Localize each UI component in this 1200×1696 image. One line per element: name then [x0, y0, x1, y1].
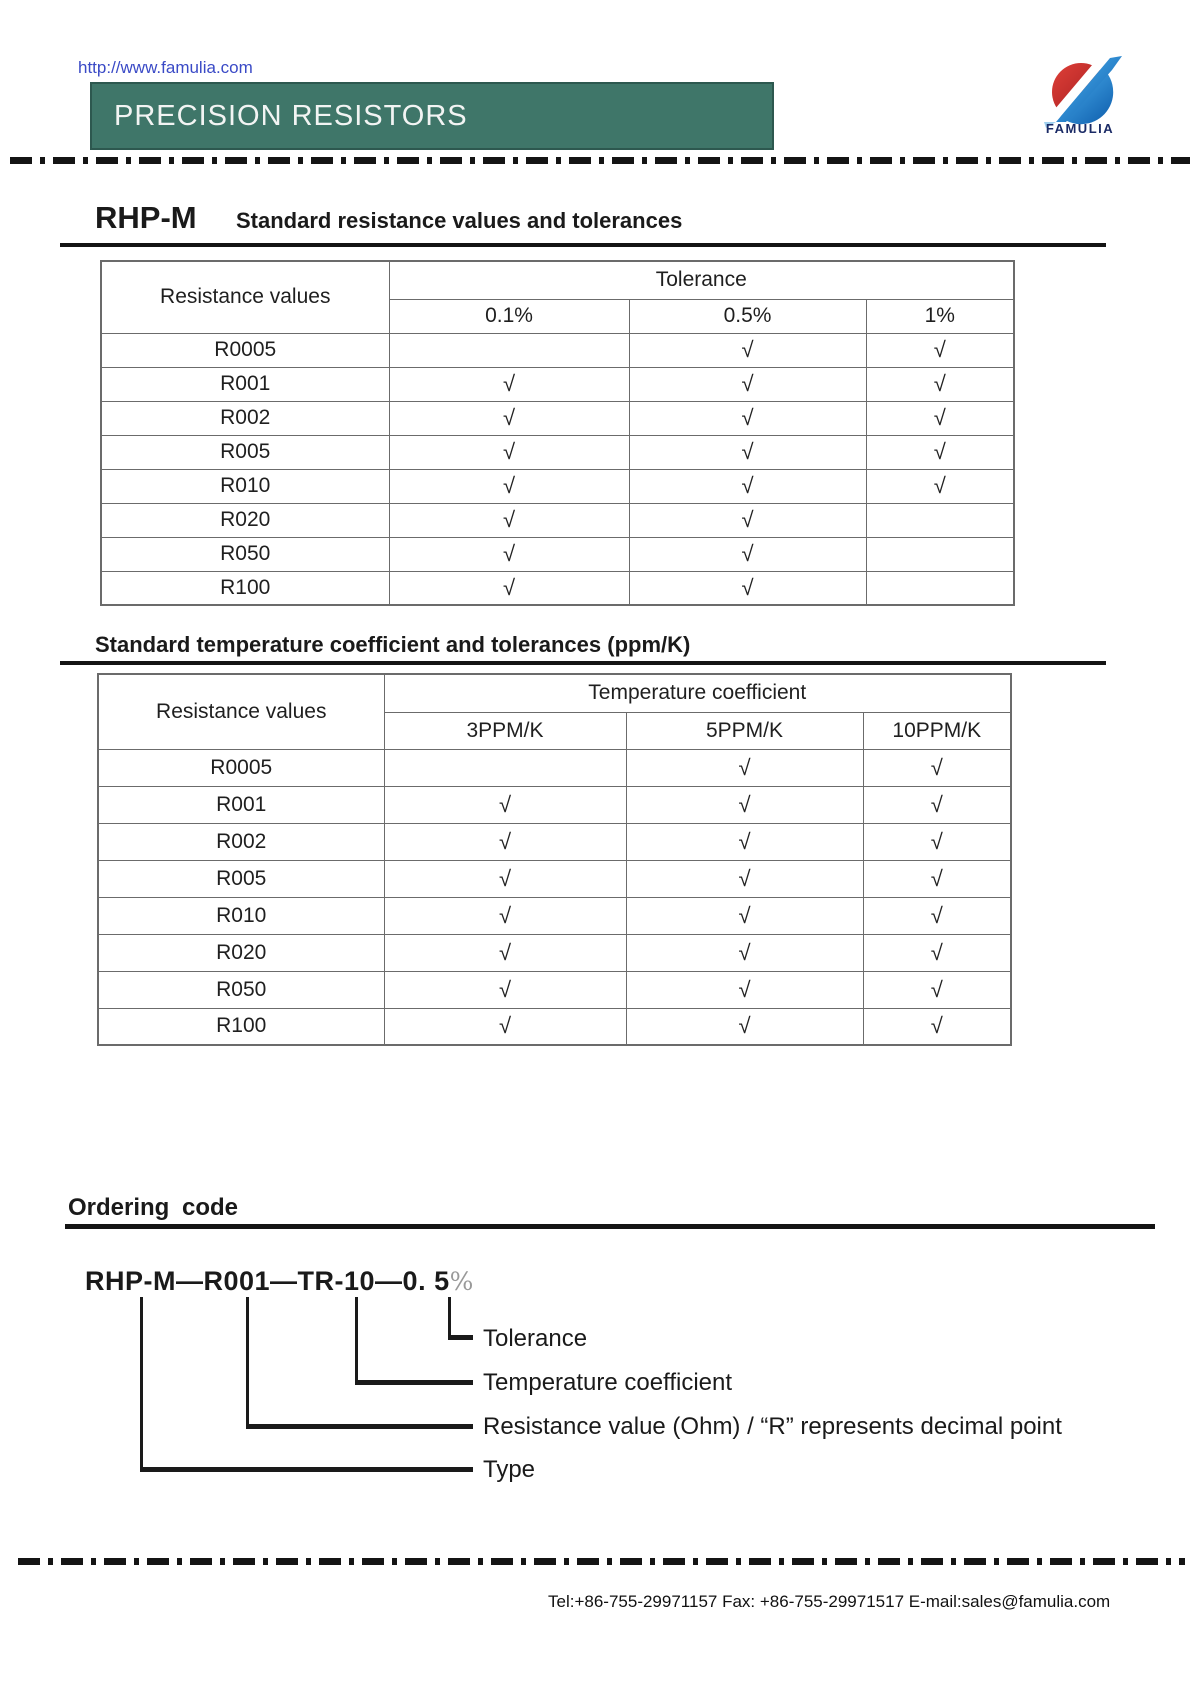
resistance-value: R100 — [101, 571, 389, 605]
resistance-value: R020 — [101, 503, 389, 537]
table-row — [101, 503, 1014, 537]
check-cell: √ — [866, 367, 1014, 401]
table2-group-header: Temperature coefficient — [384, 674, 1011, 712]
table2-col-2: 10PPM/K — [863, 712, 1011, 749]
check-cell: √ — [389, 469, 629, 503]
tolerance-label: Tolerance — [483, 1325, 588, 1352]
table-row — [98, 1008, 1011, 1045]
tempco-label: Temperature coefficient — [483, 1369, 733, 1396]
check-cell: √ — [626, 749, 863, 786]
check-cell — [866, 537, 1014, 571]
check-cell: √ — [863, 971, 1011, 1008]
table-row — [98, 823, 1011, 860]
tolerance-connector-line — [448, 1297, 451, 1338]
type-connector-line — [140, 1297, 143, 1470]
contact-info: Tel:+86-755-29971157 Fax: +86-755-29971517 E-mail:sales@famulia.com — [548, 1592, 1111, 1611]
resistance-value: R020 — [98, 934, 384, 971]
type-label: Type — [483, 1456, 536, 1483]
check-cell: √ — [626, 897, 863, 934]
logo-wordmark: FAMULIA — [1045, 121, 1115, 136]
resistance-value: R005 — [101, 435, 389, 469]
table-row — [101, 367, 1014, 401]
check-cell: √ — [863, 749, 1011, 786]
resistance-value: R001 — [101, 367, 389, 401]
top-divider — [10, 157, 1190, 164]
resistance-value: R002 — [98, 823, 384, 860]
check-cell: √ — [389, 367, 629, 401]
table1-group-header: Tolerance — [389, 261, 1014, 299]
check-cell: √ — [629, 435, 866, 469]
table-row — [98, 860, 1011, 897]
resistance-value: R010 — [101, 469, 389, 503]
table-row — [98, 749, 1011, 786]
check-cell: √ — [384, 860, 626, 897]
resistance-value: R0005 — [98, 749, 384, 786]
resistance-value: R010 — [98, 897, 384, 934]
table-row — [101, 537, 1014, 571]
check-cell: √ — [629, 333, 866, 367]
resistance-value: R050 — [101, 537, 389, 571]
table-row — [98, 934, 1011, 971]
table-row — [98, 971, 1011, 1008]
table1-col-2: 1% — [866, 299, 1014, 333]
table-row — [101, 469, 1014, 503]
ordering-rule — [65, 1224, 1155, 1229]
check-cell: √ — [626, 1008, 863, 1045]
type-connector-elbow — [140, 1467, 473, 1472]
check-cell: √ — [863, 897, 1011, 934]
check-cell: √ — [863, 934, 1011, 971]
resistance-value: R050 — [98, 971, 384, 1008]
section1-title: Standard resistance values and tolerances — [236, 208, 683, 233]
check-cell: √ — [866, 469, 1014, 503]
check-cell: √ — [629, 469, 866, 503]
resistance-label: Resistance value (Ohm) / “R” represents decimal point — [483, 1413, 1062, 1440]
table2-col-1: 5PPM/K — [626, 712, 863, 749]
ordering-code-example — [85, 1266, 474, 1297]
resistance-value: R100 — [98, 1008, 384, 1045]
table1-col-1: 0.5% — [629, 299, 866, 333]
table-row — [101, 333, 1014, 367]
check-cell — [389, 333, 629, 367]
check-cell: √ — [389, 435, 629, 469]
section2-title: Standard temperature coefficient and tolerances (ppm/K) — [95, 632, 691, 657]
check-cell: √ — [384, 786, 626, 823]
table2-col-0: 3PPM/K — [384, 712, 626, 749]
table1-row-header: Resistance values — [101, 261, 389, 333]
section1-rule — [60, 243, 1106, 247]
check-cell: √ — [389, 401, 629, 435]
table-row — [101, 435, 1014, 469]
check-cell: √ — [629, 537, 866, 571]
table1-col-0: 0.1% — [389, 299, 629, 333]
check-cell — [384, 749, 626, 786]
title-banner — [90, 82, 774, 150]
bottom-divider — [18, 1558, 1185, 1565]
resistance-value: R005 — [98, 860, 384, 897]
check-cell: √ — [866, 401, 1014, 435]
check-cell: √ — [629, 571, 866, 605]
resistance-value: R0005 — [101, 333, 389, 367]
website-url[interactable]: http://www.famulia.com — [78, 58, 253, 77]
check-cell: √ — [629, 367, 866, 401]
table2-row-header: Resistance values — [98, 674, 384, 749]
check-cell — [866, 503, 1014, 537]
check-cell: √ — [629, 401, 866, 435]
resistance-connector-elbow — [246, 1424, 473, 1429]
tempco-table — [97, 673, 1012, 1046]
check-cell: √ — [389, 503, 629, 537]
check-cell: √ — [384, 971, 626, 1008]
check-cell: √ — [626, 934, 863, 971]
check-cell: √ — [863, 786, 1011, 823]
page-title: PRECISION RESISTORS — [114, 99, 468, 132]
check-cell: √ — [626, 860, 863, 897]
check-cell: √ — [384, 823, 626, 860]
check-cell: √ — [629, 503, 866, 537]
section2-rule — [60, 661, 1106, 665]
resistance-connector-line — [246, 1297, 249, 1427]
check-cell: √ — [626, 823, 863, 860]
check-cell: √ — [389, 571, 629, 605]
check-cell: √ — [866, 435, 1014, 469]
tolerance-table — [100, 260, 1015, 606]
table-row — [101, 571, 1014, 605]
code-percent: % — [449, 1267, 474, 1296]
check-cell — [866, 571, 1014, 605]
check-cell: √ — [384, 934, 626, 971]
table-row — [98, 786, 1011, 823]
table-row — [101, 401, 1014, 435]
check-cell: √ — [626, 971, 863, 1008]
tolerance-connector-elbow — [448, 1335, 473, 1340]
check-cell: √ — [384, 897, 626, 934]
check-cell: √ — [866, 333, 1014, 367]
check-cell: √ — [384, 1008, 626, 1045]
model-code-heading: RHP-M — [95, 200, 197, 235]
check-cell: √ — [863, 860, 1011, 897]
ordering-code-heading: Ordering code — [68, 1194, 239, 1221]
tempco-connector-line — [355, 1297, 358, 1383]
resistance-value: R002 — [101, 401, 389, 435]
check-cell: √ — [863, 1008, 1011, 1045]
code-main: RHP-M—R001—TR-10—0. 5 — [85, 1266, 450, 1296]
check-cell: √ — [626, 786, 863, 823]
tempco-connector-elbow — [355, 1380, 473, 1385]
check-cell: √ — [863, 823, 1011, 860]
table-row — [98, 897, 1011, 934]
check-cell: √ — [389, 537, 629, 571]
resistance-value: R001 — [98, 786, 384, 823]
